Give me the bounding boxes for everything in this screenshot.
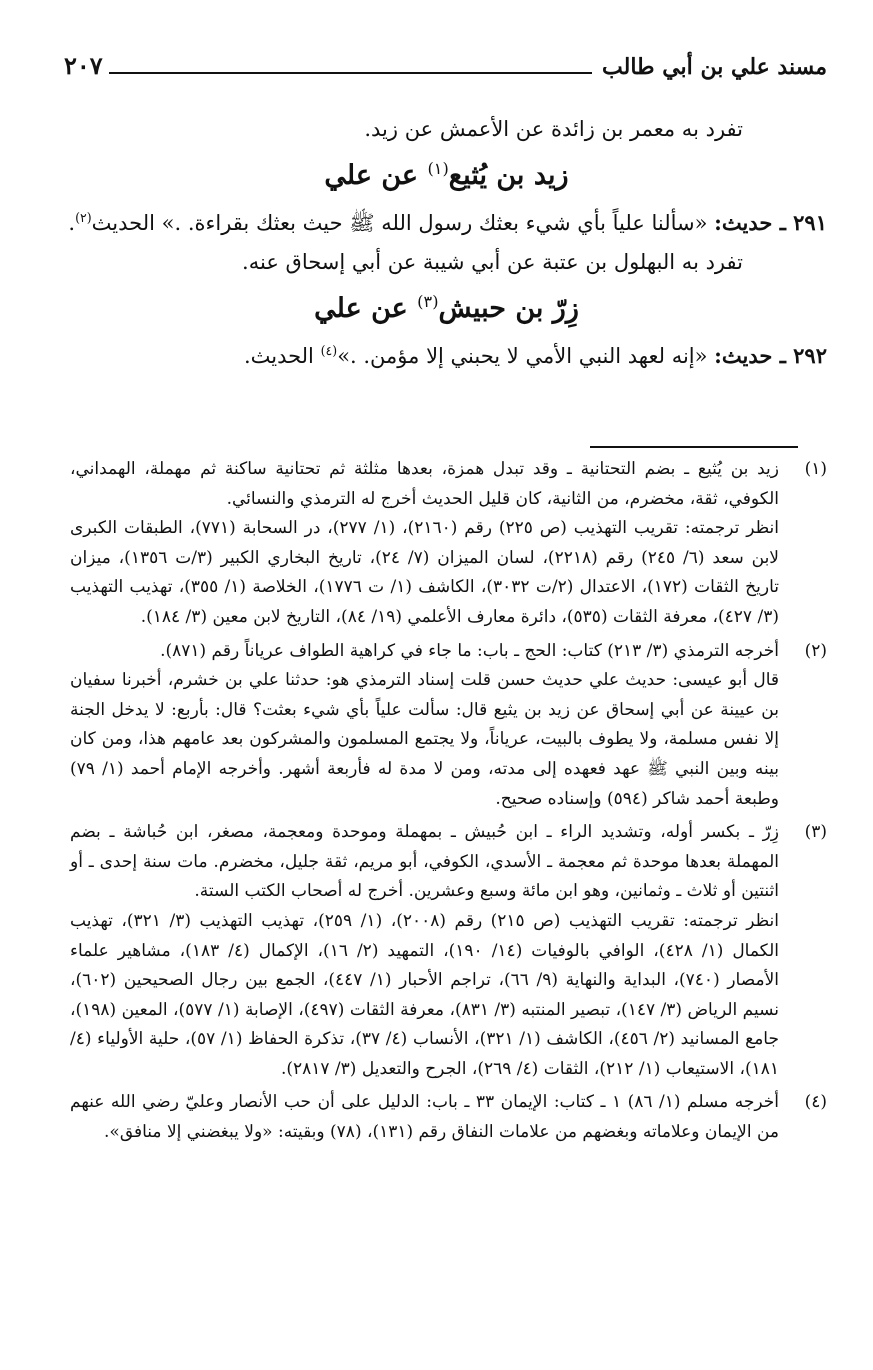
footnote-paragraph: أخرجه الترمذي (٣/ ٢١٣) كتاب: الحج ـ باب: ما جاء في كراهية الطواف عرياناً رقم (٨٧١). [160, 640, 779, 661]
page-number: ٢٠٧ [64, 51, 103, 80]
footnote-ref-4[interactable]: (٤) [320, 343, 338, 358]
footnote-separator [590, 446, 798, 448]
hadith-text: «سألنا علياً بأي شيء بعثك رسول الله ﷺ حيث بعثك بقراءة. .» الحديث [91, 211, 715, 235]
footnote-number: (١) [804, 459, 827, 479]
footnote-number: (٤) [804, 1092, 827, 1113]
heading-name: زِرّ بن حبيش [438, 293, 579, 324]
footnote-paragraph: انظر ترجمته: تقريب التهذيب (ص ٢٢٥) رقم (٢١٦٠)، (١/ ٢٧٧)، در السحابة (٧٧١)، الطبقات الكبرى لابن سعد (٦/ ٢٤٥) رقم (٢٢١٨)، لسان الميزان (٧/ ٢٤)، تاريخ البخاري الكبير (٣/ت ١٣٥٦)، ميزان تاريخ الثقات (١٧٢)، الاعتدال (٢/ت ٣٠٣٢)، الكاشف (١/ ت ١٧٧٦)، الخلاصة (١/ ٣٥٥)، تهذيب التهذيب (٣/ ٤٢٧)، معرفة الثقات (٥٣٥)، دائرة معارف الأعلمي (١٩/ ٨٤)، التاريخ لابن معين (٣/ ١٨٤). [70, 518, 780, 627]
footnote-number: (٢) [804, 640, 827, 661]
hadith-end: . [68, 211, 76, 235]
footnote-3 [70, 818, 827, 1084]
hadith-text: «إنه لعهد النبي الأمي لا يحبني إلا مؤمن. .» [337, 344, 715, 368]
footnote-paragraph: زِرّ ـ بكسر أوله، وتشديد الراء ـ ابن حُبيش ـ بمهملة وموحدة ومعجمة، مصغر، ابن حُباشة ـ بضم المهملة بعدها موحدة ثم معجمة ـ الأسدي، الكوفي، أبو مريم، ثقة جليل، مخضرم. مات سنة إحدى ـ أو اثنتين أو ثلاث ـ وثمانين، وهو ابن مائة وسبع وعشرين. أخرج له أصحاب الكتب الستة. [70, 822, 779, 902]
heading-tail: عن علي [314, 293, 418, 324]
footnote-body [70, 455, 779, 633]
footnote-ref-1[interactable]: (١) [427, 159, 449, 178]
narration-note-2: تفرد به البهلول بن عتبة عن أبي شيبة عن أبي إسحاق عنه. [242, 250, 743, 274]
heading-name: زيد بن يُثيع [448, 160, 569, 191]
section-heading-zirr [66, 284, 827, 334]
footnotes [70, 455, 827, 1148]
footnote-ref-3[interactable]: (٣) [417, 292, 439, 311]
hadith-number: ٢٩٢ ـ حديث: [714, 343, 827, 368]
footnote-ref-2[interactable]: (٢) [75, 210, 92, 225]
footnote-4 [70, 1088, 827, 1147]
footnote-paragraph: أخرجه مسلم (١/ ٨٦) ١ ـ كتاب: الإيمان ٣٣ ـ باب: الدليل على أن حب الأنصار وعليّ رضي الله عنهم من الإيمان وعلاماته وبغضهم من علامات النفاق رقم (١٣١)، (٧٨) وبقيته: «ولا يبغضني إلا منافق». [70, 1092, 779, 1143]
footnote-paragraph: قال أبو عيسى: حديث علي حديث حسن قلت إسناد الترمذي هو: حدثنا علي بن خشرم، أخبرنا سفيان بن عيينة عن أبي إسحاق عن زيد بن يثيع قال: سألت علياً بأي شيء بعثت؟ قال: بأربع: لا يدخل الجنة إلا نفس مسلمة، ولا يطوف بالبيت، عرياناً، ولا يجتمع المسلمون والمشركون بعد عامهم هذا، ومن كان بينه وبين النبي ﷺ عهد فعهده إلى مدته، ومن لا مدة له فأربعة أشهر. وأخرجه الإمام أحمد (١/ ٧٩) وطبعة أحمد شاكر (٥٩٤) وإسناده صحيح. [70, 670, 779, 809]
running-header [64, 40, 827, 80]
footnote-paragraph: انظر ترجمته: تقريب التهذيب (ص ٢١٥) رقم (٢٠٠٨)، (١/ ٢٥٩)، تهذيب التهذيب (٣/ ٣٢١)، تهذيب الكمال (١/ ٤٢٨)، الوافي بالوفيات (١٤/ ١٩٠)، التمهيد (٢/ ١٦)، الإكمال (٤/ ١٨٣)، مشاهير علماء الأمصار (٧٤٠)، البداية والنهاية (٩/ ٦٦)، تراجم الأحبار (١/ ٤٤٧)، الجمع بين رجال الصحيحين (٦٠٢)، نسيم الرياض (٣/ ١٤٧)، تبصير المنتبه (٣/ ٨٣١)، معرفة الثقات (٤٩٧)، الإصابة (١/ ٥٧٧)، المعين (١٩٨)، جامع المسانيد (٢/ ٤٥٦)، الكاشف (١/ ٣٢١)، الأنساب (٤/ ٣٧)، تذكرة الحفاظ (١/ ٥٧)، حلية الأولياء (٤/ ١٨١)، الاستيعاب (١/ ٢١٢)، الثقات (٤/ ٢٦٩)، الجرح والتعديل (٣/ ٢٨١٧). [70, 910, 780, 1079]
header-title: مسند علي بن أبي طالب [602, 54, 827, 80]
footnote-number: (٣) [804, 822, 827, 843]
narration-note-1: تفرد به معمر بن زائدة عن الأعمش عن زيد. [364, 117, 743, 141]
hadith-number: ٢٩١ ـ حديث: [714, 210, 827, 235]
hadith-end: الحديث. [243, 344, 321, 368]
header-rule [109, 72, 592, 74]
footnote-body [70, 637, 779, 815]
section-heading-zayd [66, 151, 827, 201]
footnote-body [70, 818, 779, 1084]
footnote-2 [70, 637, 827, 815]
heading-tail: عن علي [324, 160, 428, 191]
hadith-291 [66, 203, 827, 243]
footnote-1 [70, 455, 827, 633]
footnote-paragraph: زيد بن يُثيع ـ بضم التحتانية ـ وقد تبدل همزة، بعدها مثلثة ثم تحتانية ساكنة ثم مهملة، الهمداني، الكوفي، ثقة، مخضرم، من الثانية، كان قليل الحديث أخرج له الترمذي والنسائي. [70, 459, 779, 509]
main-text [66, 110, 827, 376]
footnote-body [70, 1088, 779, 1147]
hadith-292 [66, 336, 827, 376]
